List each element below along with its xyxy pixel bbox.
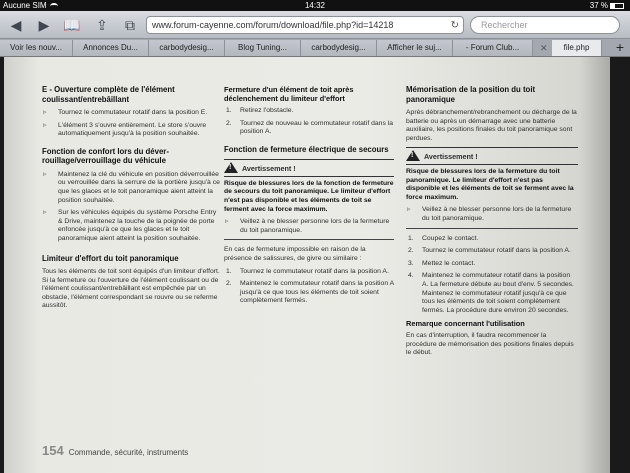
item-text: Tournez de nouveau le commutateur rotatif dans la position A. [240,119,394,136]
divider [406,228,578,229]
bullet-item: ▹ Maintenez la clé du véhicule en position déverrouillée ou verrouillée dans la serrure de la portière jusqu'à ce que les glaces et le toit panoramique aient atteint la position souhaitée. [42,171,222,205]
heading: E - Ouverture complète de l'élément coulissant/entrebâillant [42,85,175,104]
browser-toolbar [0,11,630,39]
battery-indicator [590,0,624,11]
tab-4[interactable]: Blog Tuning... [225,40,301,56]
pdf-page [4,57,610,473]
battery-icon [610,3,624,9]
column-2 [224,81,394,310]
bookmarks-icon[interactable]: 📖 [63,17,81,33]
clock: 14:32 [304,1,326,10]
forward-arrow-icon[interactable]: ▶ [38,17,50,33]
bullet-item: ▹ Veillez à ne blesser personne lors de la fermeture du toit panoramique. [406,206,578,223]
bullet-item: ▹ Veillez à ne blesser personne lors de la fermeture du toit panoramique. [224,218,394,235]
item-number: 1. [408,234,414,242]
numbered-item [224,120,394,137]
share-icon[interactable]: ⇪ [96,17,108,33]
bullet-item: ▹ L'élément 3 s'ouvre entièrement. Le store s'ouvre automatiquement jusqu'à la position souhaitée. [42,122,222,139]
warning-label: Avertissement ! [242,164,296,174]
heading: Remarque concernant l'utilisation [406,319,525,329]
item-text: Maintenez le commutateur rotatif dans la position A. La fermeture débute au bout d'env. 5 secondes. Maintenez le commutateur rotatif jusqu'à ce que tous les éléments de toit soient complètement fermés. La procédure dure environ 20 secondes. [422,272,574,314]
heading: Fonction de confort lors du déver-rouillage/verrouillage du véhicule [42,146,169,166]
paragraph: En cas d'interruption, il faudra recommencer la procédure de mémorisation des positions finales depuis le début. [406,332,574,357]
tab-2[interactable]: Annonces Du... [73,40,149,56]
warning-text: Risque de blessures lors de la fonction de fermeture de secours du toit panoramique. Le limiteur d'effort n'est pas disponible et les éléments de toit se ferment avec la force maximum. [224,179,394,213]
item-number: 2. [226,119,232,127]
page-footer [42,443,188,458]
warning-label: Avertissement ! [424,152,478,162]
warning-title [224,159,394,177]
numbered-item [406,235,578,244]
paragraph: Tous les éléments de toit sont équipés d'un limiteur d'effort. Si la fermeture ou l'ouverture de l'élément coulissant ou de l'élément coulissant/entrebâillant est empêchée par un obstacle, l'élément correspondant se rouvre ou se referme aussitôt. [42,268,220,310]
numbered-item [406,247,578,256]
item-number: 1. [226,107,232,114]
warning-text: Risque de blessures lors de la fermeture du toit panoramique. Le limiteur d'effort n'est pas disponible et les éléments de toit se ferment avec la force maximum. [406,167,574,201]
item-text: Tournez le commutateur rotatif dans la position A. [422,247,571,255]
tab-5[interactable]: carbodydesig... [301,40,377,56]
heading: Fonction de fermeture électrique de secours [224,144,389,154]
url-field[interactable] [146,16,464,34]
page-number: 154 [42,443,64,458]
numbered-item [406,272,578,315]
reload-icon[interactable]: ↻ [450,20,459,31]
battery-percent: 37 % [589,1,608,10]
item-number: 2. [408,247,414,255]
add-tab-icon[interactable]: + [615,39,624,55]
heading: Limiteur d'effort du toit panoramique [42,253,179,263]
divider [224,239,394,240]
tab-6[interactable]: Afficher le suj... [377,40,453,56]
item-number: 2. [226,280,232,288]
item-text: Tournez le commutateur rotatif dans la position A. [240,267,389,275]
item-number: 1. [226,267,232,275]
footer-text: Commande, sécurité, instruments [68,448,189,457]
numbered-item [224,268,394,277]
warning-icon [224,162,238,173]
tab-3[interactable]: carbodydesig... [149,40,225,56]
item-text: Maintenez le commutateur rotatif dans la position A jusqu'à ce que tous les éléments de toit soient complètement fermés. [240,280,394,305]
warning-title [406,147,578,165]
back-arrow-icon[interactable]: ◀ [10,17,22,33]
tab-bar [0,39,630,57]
close-tab-icon[interactable]: ✕ [540,43,548,53]
column-3 [406,85,578,362]
carrier-text: Aucune SIM [3,1,47,10]
numbered-item [224,107,394,116]
tab-1[interactable]: Voir les nouv... [0,40,73,56]
column-1 [42,85,222,315]
tabs-grid-icon[interactable]: ⧉ [125,17,135,33]
search-input[interactable]: Rechercher [470,16,620,34]
paragraph: Après débranchement/rebranchement ou décharge de la batterie ou après un démarrage avec une batterie auxiliaire, les positions finales du toit panoramique sont perdues. [406,109,577,142]
paragraph: En cas de fermeture impossible en raison de la présence de salissures, de givre ou similaire : [224,246,366,263]
url-text: www.forum-cayenne.com/forum/download/file.php?id=14218 [152,20,394,30]
heading: Mémorisation de la position du toit panoramique [406,85,536,104]
item-text: Retirez l'obstacle. [240,107,294,114]
item-number: 3. [408,259,414,267]
bullet-item: ▹ Sur les véhicules équipés du système Porsche Entry & Drive, maintenez la touche de la poignée de porte enfoncée jusqu'à ce que les glaces et le toit panoramique aient atteint la position souhaitée. [42,209,222,243]
item-text: Mettez le contact. [422,259,476,267]
item-text: Coupez le contact. [422,234,479,242]
tab-active[interactable]: file.php [552,40,602,56]
numbered-item [224,280,394,306]
tab-7[interactable]: - Forum Club... [453,40,533,56]
bullet-item: ▹ Tournez le commutateur rotatif dans la position E. [42,109,222,118]
warning-icon [406,150,420,161]
heading: Fermeture d'un élément de toit après déclenchement du limiteur d'effort [224,85,354,103]
status-bar [0,0,630,11]
numbered-item [406,260,578,269]
item-number: 4. [408,272,414,280]
